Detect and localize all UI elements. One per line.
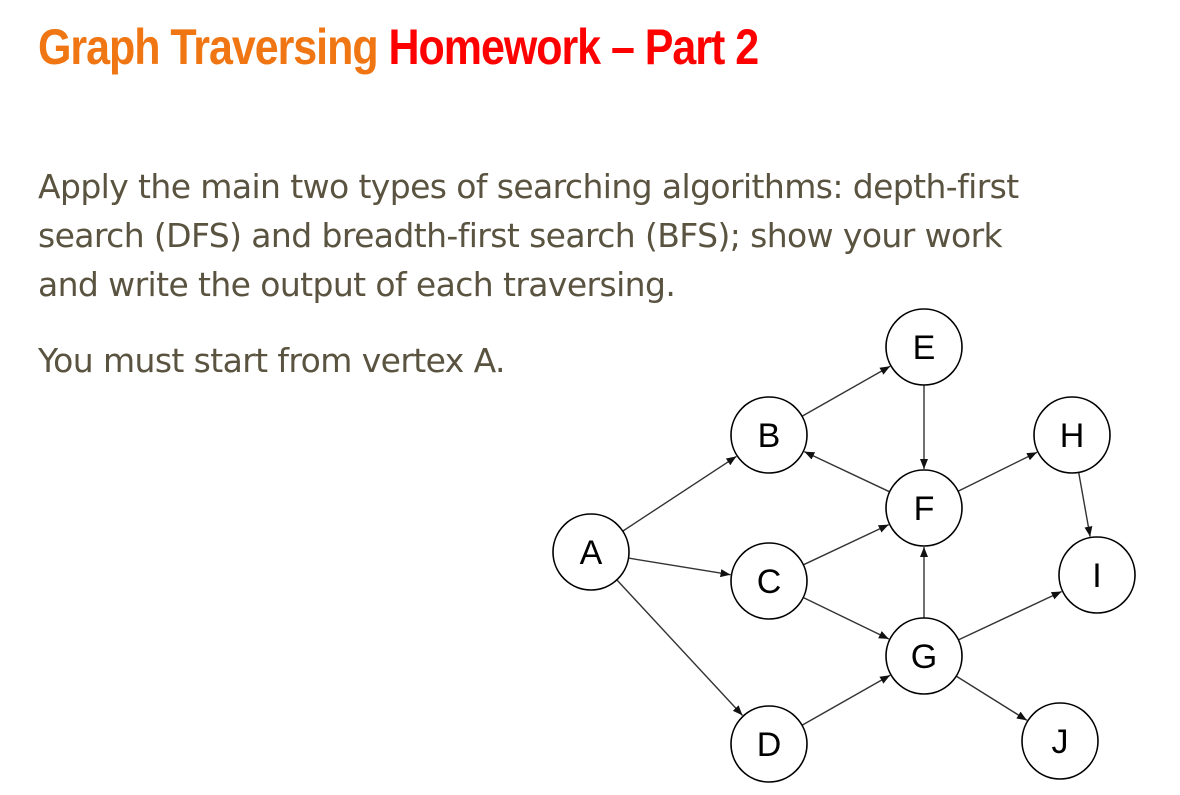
vertex-label: C <box>756 563 782 601</box>
vertex-label: A <box>579 534 603 572</box>
vertex-a <box>553 514 629 590</box>
vertex-label: H <box>1059 417 1085 455</box>
vertex-h <box>1034 397 1110 473</box>
edge-a-to-d <box>617 580 743 716</box>
vertex-label: I <box>1092 557 1102 595</box>
vertex-b <box>731 397 807 473</box>
edge-h-to-i <box>1079 472 1090 536</box>
edge-g-to-i <box>958 592 1061 640</box>
vertex-e <box>886 309 962 385</box>
instructions-line-1: Apply the main two types of searching algorithms: depth-first <box>38 167 1019 206</box>
vertex-label: B <box>757 417 781 455</box>
edge-d-to-g <box>802 675 890 725</box>
edge-c-to-g <box>803 598 889 639</box>
edge-f-to-h <box>958 452 1037 491</box>
vertex-label: J <box>1051 723 1069 761</box>
edge-a-to-c <box>629 558 731 575</box>
vertex-label: G <box>910 638 938 676</box>
title-part-1: Graph Traversing <box>38 19 378 75</box>
title-part-2: Homework – Part 2 <box>388 19 759 75</box>
vertex-c <box>731 543 807 619</box>
vertex-i <box>1059 537 1135 613</box>
edge-f-to-b <box>804 452 889 492</box>
edge-c-to-f <box>803 525 888 565</box>
vertex-j <box>1022 703 1098 779</box>
vertex-d <box>731 706 807 782</box>
vertex-label: D <box>756 726 782 764</box>
vertex-label: E <box>912 329 936 367</box>
edge-g-to-j <box>956 676 1027 720</box>
instructions-line-3: and write the output of each traversing. <box>38 265 676 304</box>
vertex-g <box>886 618 962 694</box>
vertex-f <box>886 470 962 546</box>
edge-b-to-e <box>802 366 890 416</box>
vertex-label: F <box>913 490 935 528</box>
instructions-line-2: search (DFS) and breadth-first search (BFS); show your work <box>38 216 1003 255</box>
edge-a-to-b <box>623 456 737 531</box>
graph-edges <box>617 366 1090 725</box>
start-note: You must start from vertex A. <box>38 341 505 380</box>
